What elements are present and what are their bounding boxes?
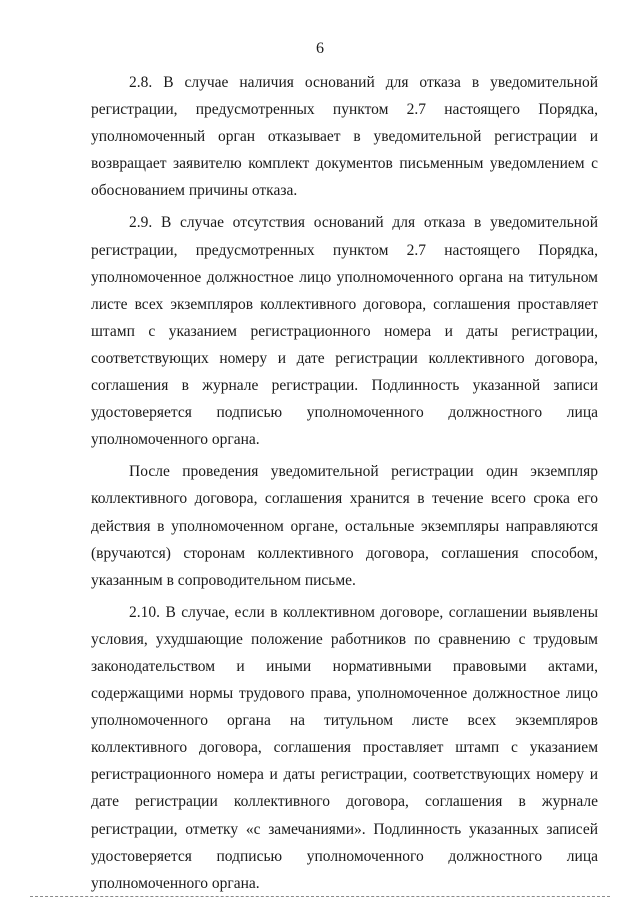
scan-edge-divider bbox=[30, 896, 610, 897]
paragraph-2-10: 2.10. В случае, если в коллективном договоре, соглашении выявлены условия, ухудшающие положение работников по сравнению с трудовым законодательством и иными нормативными правовыми актами, содержащими нормы трудового права, уполномоченное должностное лицо уполномоченного органа на титульном листе всех экземпляров коллективного договора, соглашения проставляет штамп с указанием регистрационного номера и даты регистрации, соответствующих номеру и дате регистрации коллективного договора, соглашения в журнале регистрации, отметку «с замечаниями». Подлинность указанных записей удостоверяется подписью уполномоченного должностного лица уполномоченного органа. bbox=[91, 603, 598, 892]
page-number: 6 bbox=[316, 40, 324, 57]
paragraph-2-8: 2.8. В случае наличия оснований для отказа в уведомительной регистрации, предусмотренных пунктом 2.7 настоящего Порядка, уполномоченный орган отказывает в уведомительной регистрации и возвращает заявителю комплект документов письменным уведомлением с обоснованием причины отказа. bbox=[91, 74, 598, 200]
paragraph-after-registration: После проведения уведомительной регистрации один экземпляр коллективного договора, соглашения хранится в течение всего срока его действия в уполномоченном органе, остальные экземпляры направляются (вручаются) сторонам коллективного договора, соглашения способом, указанным в сопроводительном письме. bbox=[91, 463, 598, 589]
paragraph-2-9: 2.9. В случае отсутствия оснований для отказа в уведомительной регистрации, предусмотренных пунктом 2.7 настоящего Порядка, уполномоченное должностное лицо уполномоченного органа на титульном листе всех экземпляров коллективного договора, соглашения проставляет штамп с указанием регистрационного номера и даты регистрации, соответствующих номеру и дате регистрации коллективного договора, соглашения в журнале регистрации. Подлинность указанной записи удостоверяется подписью уполномоченного должностного лица уполномоченного органа. bbox=[91, 214, 598, 449]
document-body bbox=[91, 69, 598, 902]
